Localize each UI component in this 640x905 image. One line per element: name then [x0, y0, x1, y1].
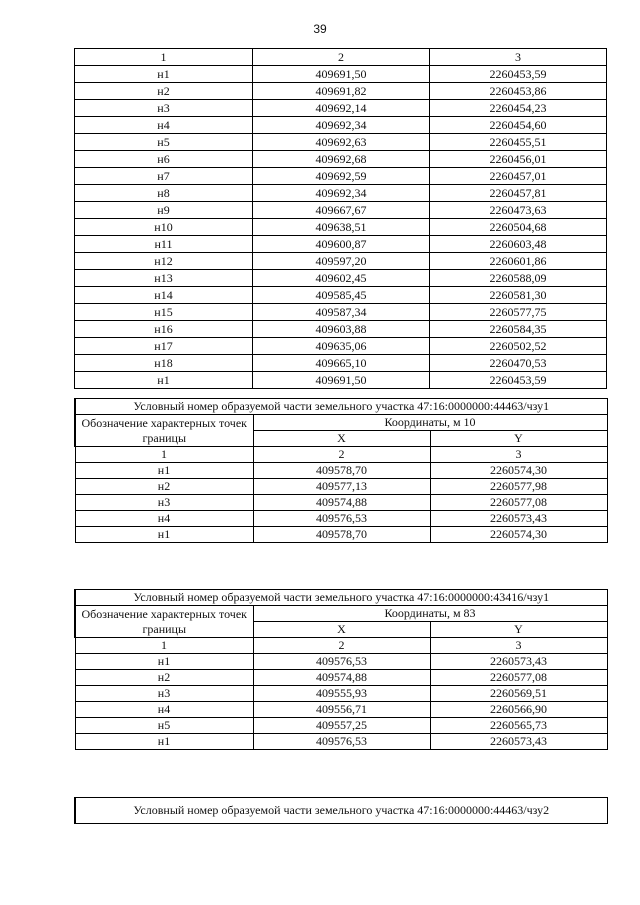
y-cell: 2260601,86 [430, 253, 607, 270]
table-body [75, 638, 607, 750]
y-cell: 2260504,68 [430, 219, 607, 236]
point-cell: н1 [75, 463, 253, 479]
table-row [75, 236, 607, 253]
x-header: X [253, 622, 430, 638]
point-cell: н12 [75, 253, 253, 270]
y-cell: 2260574,30 [430, 463, 607, 479]
x-cell: 409587,34 [253, 304, 430, 321]
x-cell: 409691,82 [253, 83, 430, 100]
y-cell: 2260584,35 [430, 321, 607, 338]
table-row [75, 463, 607, 479]
x-cell: 409602,45 [253, 270, 430, 287]
table-row [75, 185, 607, 202]
point-cell: н3 [75, 100, 253, 117]
y-cell: 2260454,23 [430, 100, 607, 117]
point-cell: н8 [75, 185, 253, 202]
table-row [75, 718, 607, 734]
point-cell: н4 [75, 702, 253, 718]
y-cell: 2260577,98 [430, 479, 607, 495]
x-cell: 2 [253, 638, 430, 654]
coordinates-header: Координаты, м 83 [253, 606, 607, 622]
x-cell: 409600,87 [253, 236, 430, 253]
table-row [75, 511, 607, 527]
y-header: Y [430, 622, 607, 638]
point-cell: н1 [75, 734, 253, 750]
x-cell: 409667,67 [253, 202, 430, 219]
point-label-header: Обозначение характерных точек границы [75, 415, 253, 447]
y-cell: 2260573,43 [430, 734, 607, 750]
x-cell: 409576,53 [253, 511, 430, 527]
table-row [75, 253, 607, 270]
x-cell: 409691,50 [253, 66, 430, 83]
point-cell: 1 [75, 447, 253, 463]
point-cell: н4 [75, 511, 253, 527]
y-cell: 2260603,48 [430, 236, 607, 253]
page-number: 39 [313, 22, 327, 36]
table-row [75, 372, 607, 389]
x-cell: 409577,13 [253, 479, 430, 495]
y-cell: 2260502,52 [430, 338, 607, 355]
x-cell: 409555,93 [253, 686, 430, 702]
table-row [75, 287, 607, 304]
point-cell: н16 [75, 321, 253, 338]
y-cell: 2260588,09 [430, 270, 607, 287]
x-cell: 409576,53 [253, 654, 430, 670]
y-cell: 2260577,08 [430, 670, 607, 686]
column-number-row [75, 447, 607, 463]
point-cell: н10 [75, 219, 253, 236]
x-cell: 409692,59 [253, 168, 430, 185]
y-cell: 2260454,60 [430, 117, 607, 134]
y-cell: 2260456,01 [430, 151, 607, 168]
table-row [75, 734, 607, 750]
x-cell: 409574,88 [253, 670, 430, 686]
table-row [75, 702, 607, 718]
x-cell: 409692,34 [253, 117, 430, 134]
table-row [75, 495, 607, 511]
x-cell: 409638,51 [253, 219, 430, 236]
x-cell: 409578,70 [253, 527, 430, 543]
point-cell: н2 [75, 479, 253, 495]
table-row [75, 338, 607, 355]
x-header: X [253, 431, 430, 447]
y-cell: 2260577,08 [430, 495, 607, 511]
x-cell: 409692,34 [253, 185, 430, 202]
x-cell: 409585,45 [253, 287, 430, 304]
table-row [75, 270, 607, 287]
point-cell: 1 [75, 49, 253, 66]
table-row [75, 134, 607, 151]
table-row [75, 355, 607, 372]
point-cell: н18 [75, 355, 253, 372]
column-number-row [75, 49, 607, 66]
y-cell: 2260473,63 [430, 202, 607, 219]
table-row [75, 219, 607, 236]
x-cell: 409635,06 [253, 338, 430, 355]
table-row [75, 151, 607, 168]
point-cell: н15 [75, 304, 253, 321]
point-cell: н6 [75, 151, 253, 168]
table-row [75, 304, 607, 321]
point-cell: н1 [75, 654, 253, 670]
table-body [75, 447, 607, 543]
coordinates-header: Координаты, м 10 [253, 415, 607, 431]
x-cell: 409576,53 [253, 734, 430, 750]
y-cell: 2260566,90 [430, 702, 607, 718]
y-cell: 2260574,30 [430, 527, 607, 543]
table-row [75, 479, 607, 495]
y-cell: 3 [430, 447, 607, 463]
x-cell: 409665,10 [253, 355, 430, 372]
table-row [75, 117, 607, 134]
point-cell: н5 [75, 718, 253, 734]
point-cell: н1 [75, 527, 253, 543]
y-cell: 2260573,43 [430, 511, 607, 527]
table-row [75, 100, 607, 117]
x-cell: 409597,20 [253, 253, 430, 270]
y-cell: 2260453,59 [430, 66, 607, 83]
y-cell: 2260581,30 [430, 287, 607, 304]
point-cell: 1 [75, 638, 253, 654]
x-cell: 409556,71 [253, 702, 430, 718]
point-cell: н1 [75, 66, 253, 83]
point-cell: н9 [75, 202, 253, 219]
table-row [75, 654, 607, 670]
point-cell: н14 [75, 287, 253, 304]
table-body [75, 49, 607, 389]
coordinates-table-44463-chzu1 [74, 398, 608, 543]
y-cell: 2260453,86 [430, 83, 607, 100]
y-header: Y [430, 431, 607, 447]
table-row [75, 686, 607, 702]
point-cell: н2 [75, 83, 253, 100]
y-cell: 2260457,81 [430, 185, 607, 202]
x-cell: 409692,63 [253, 134, 430, 151]
table-row [75, 670, 607, 686]
point-cell: н17 [75, 338, 253, 355]
point-label-header: Обозначение характерных точек границы [75, 606, 253, 638]
x-cell: 2 [253, 447, 430, 463]
x-cell: 409692,68 [253, 151, 430, 168]
point-cell: н5 [75, 134, 253, 151]
table-title: Условный номер образуемой части земельного участка 47:16:0000000:44463/чзу1 [75, 399, 607, 415]
x-cell: 2 [253, 49, 430, 66]
y-cell: 2260573,43 [430, 654, 607, 670]
y-cell: 2260455,51 [430, 134, 607, 151]
x-cell: 409557,25 [253, 718, 430, 734]
table-title: Условный номер образуемой части земельного участка 47:16:0000000:43416/чзу1 [75, 590, 607, 606]
table-row [75, 66, 607, 83]
y-cell: 3 [430, 49, 607, 66]
coordinates-table-44463-chzu2 [74, 797, 608, 824]
y-cell: 2260457,01 [430, 168, 607, 185]
table-row [75, 321, 607, 338]
y-cell: 2260569,51 [430, 686, 607, 702]
column-number-row [75, 638, 607, 654]
table-row [75, 83, 607, 100]
table-title: Условный номер образуемой части земельного участка 47:16:0000000:44463/чзу2 [75, 798, 607, 824]
coordinates-table-43416-chzu1 [74, 589, 608, 750]
y-cell: 2260470,53 [430, 355, 607, 372]
point-cell: н13 [75, 270, 253, 287]
y-cell: 2260453,59 [430, 372, 607, 389]
point-cell: н4 [75, 117, 253, 134]
table-row [75, 168, 607, 185]
x-cell: 409692,14 [253, 100, 430, 117]
x-cell: 409574,88 [253, 495, 430, 511]
y-cell: 3 [430, 638, 607, 654]
x-cell: 409578,70 [253, 463, 430, 479]
point-cell: н1 [75, 372, 253, 389]
table-row [75, 527, 607, 543]
point-cell: н7 [75, 168, 253, 185]
y-cell: 2260577,75 [430, 304, 607, 321]
x-cell: 409691,50 [253, 372, 430, 389]
point-cell: н11 [75, 236, 253, 253]
point-cell: н3 [75, 686, 253, 702]
point-cell: н3 [75, 495, 253, 511]
x-cell: 409603,88 [253, 321, 430, 338]
table-row [75, 202, 607, 219]
y-cell: 2260565,73 [430, 718, 607, 734]
point-cell: н2 [75, 670, 253, 686]
coordinates-table-main [74, 48, 607, 389]
